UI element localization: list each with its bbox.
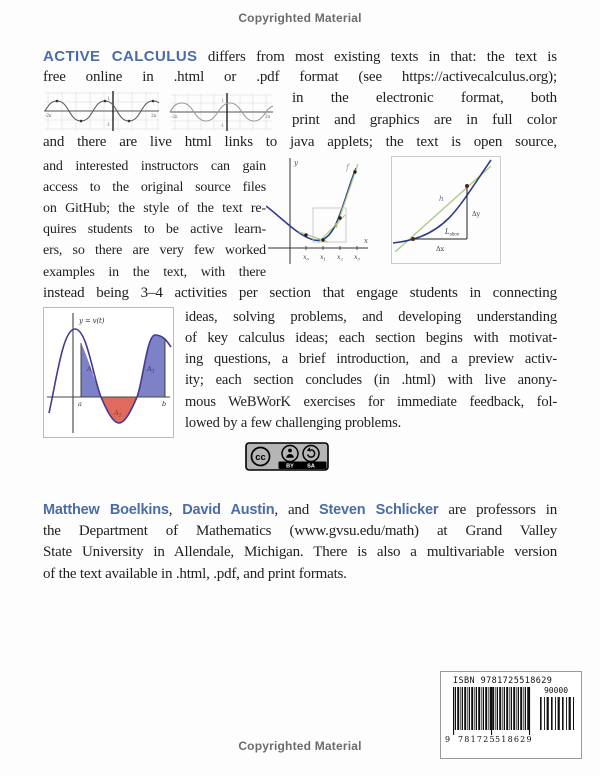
derivative-figures [266, 156, 557, 268]
intro-line-2: free online in .html or .pdf format (see https://activecalculus.org); [43, 69, 557, 86]
left-text-column [43, 156, 266, 283]
section-derivative-figures [43, 156, 557, 283]
text-line: examples in the text, with there [43, 264, 266, 280]
velocity-area-graph [43, 307, 174, 438]
curve-label: f [346, 162, 349, 172]
sa-label: SA [307, 463, 315, 470]
copyright-notice-bottom: Copyrighted Material [238, 739, 362, 753]
x-left-label: -2π [171, 114, 178, 120]
text-line: ity; each section concludes (in .html) with live anony- [185, 372, 557, 389]
x-right-label: 2π [265, 114, 271, 120]
separator: , and [274, 502, 320, 518]
sine-graph-1 [43, 90, 160, 132]
intro-line-1 [43, 46, 557, 67]
length-label: $L_{slice}$ [445, 227, 460, 238]
tick-label-x2: $x_2$ [337, 253, 343, 262]
text-line: ideas, solving problems, and developing understanding [185, 308, 557, 325]
intro-line-1-rest: differs from most existing texts in that: the text is [197, 49, 557, 65]
authors-line-1-rest: are professors in [438, 502, 557, 518]
secant-label: h [439, 194, 444, 203]
axis-labels [171, 98, 271, 128]
text-line: of key calculus ideas; each section begins with motivat- [185, 330, 557, 347]
tick-label-x0: $x_0$ [303, 253, 309, 262]
text-line: in the electronic format, both [292, 90, 557, 107]
text-line: print and graphics are in full color [292, 111, 557, 128]
y-min-label: -1 [220, 123, 224, 129]
isbn-number-label: ISBN 9781725518629 [453, 676, 553, 686]
right-text-column [185, 307, 557, 434]
text-line: ers, so there are very few worked [43, 243, 266, 259]
author-name-2: David Austin [182, 502, 275, 518]
curve-points [304, 170, 356, 241]
x-left-label: -2π [45, 113, 52, 119]
x-right-label: 2π [151, 113, 157, 119]
x-axis-label: x [364, 236, 368, 245]
copyright-notice-top: Copyrighted Material [238, 11, 362, 25]
digit-group-2: 518629 [495, 735, 533, 744]
y-axis-label: y [294, 158, 298, 167]
author-name-3: Steven Schlicker [319, 502, 439, 518]
person-icon [288, 449, 292, 453]
tick-labels [303, 254, 360, 262]
cc-logo-text: cc [255, 452, 266, 463]
authors-paragraph [43, 500, 557, 585]
area-a1-label: $A_1$ [87, 364, 95, 375]
separator: , [168, 502, 183, 518]
sine-thumbnails [43, 88, 279, 132]
authors-line-2: the Department of Mathematics (www.gvsu.edu/math) at Grand Valley [43, 523, 557, 540]
right-point [465, 184, 469, 188]
text-line: ing questions, a brief introduction, and a preview activ- [185, 351, 557, 368]
left-point [411, 237, 415, 241]
function-curve [266, 168, 356, 240]
author-name-1: Matthew Boelkins [43, 502, 169, 518]
text-line: quires students to be active learn- [43, 222, 266, 238]
intro-line-instead: instead being 3–4 activities per section that engage students in connecting [43, 284, 557, 301]
secant-lines [299, 164, 358, 243]
digit-group-1: 781725 [458, 735, 496, 744]
delta-y-label: Δy [472, 209, 481, 218]
creative-commons-badge [245, 442, 329, 476]
section-velocity-figure [43, 307, 557, 438]
authors-line-4: of the text available in .html, .pdf, and print formats. [43, 565, 347, 582]
thumbnails-side-text [292, 88, 557, 130]
area-a3-label: $A_3$ [147, 364, 155, 375]
area-a2-label: $A_2$ [114, 408, 122, 419]
text-line: lowed by a few challenging problems. [185, 414, 402, 431]
slice-triangle-graph [391, 156, 501, 264]
text-line: and interested instructors can gain [43, 158, 266, 174]
tick-label-x3: $x_3$ [354, 253, 360, 262]
digit-lead: 9 [445, 735, 451, 744]
function-secant-graph [266, 156, 371, 268]
add-on-barcode-bars [538, 697, 574, 730]
text-line: mous WeBWorK exercises for immediate feedback, fol- [185, 393, 557, 410]
y-max-label: 1 [107, 96, 110, 102]
price-add-on-label: 90000 [543, 686, 569, 695]
cc-by-sa-icon [245, 442, 329, 471]
book-title: ACTIVE CALCULUS [43, 48, 198, 65]
back-cover-text [43, 46, 557, 438]
section-thumbnails [43, 88, 557, 132]
x-left-label: a [78, 399, 82, 408]
text-line: on GitHub; the style of the text re- [43, 200, 266, 216]
y-min-label: -1 [106, 122, 110, 128]
x-right-label: b [162, 399, 167, 408]
authors-line-1 [43, 500, 557, 521]
tick-label-x1: $x_1$ [320, 253, 326, 262]
by-label: BY [286, 463, 294, 470]
authors-line-3: State University in Allendale, Michigan. There is also a multivariable version [43, 544, 557, 561]
y-max-label: 1 [221, 98, 224, 104]
text-line: access to the original source files [43, 179, 266, 195]
sine-graph-2 [169, 92, 274, 132]
delta-x-label: Δx [436, 244, 445, 253]
intro-line-applets: and there are live html links to java applets; the text is open source, [43, 134, 557, 151]
curve-label: y = v(t) [79, 316, 105, 325]
